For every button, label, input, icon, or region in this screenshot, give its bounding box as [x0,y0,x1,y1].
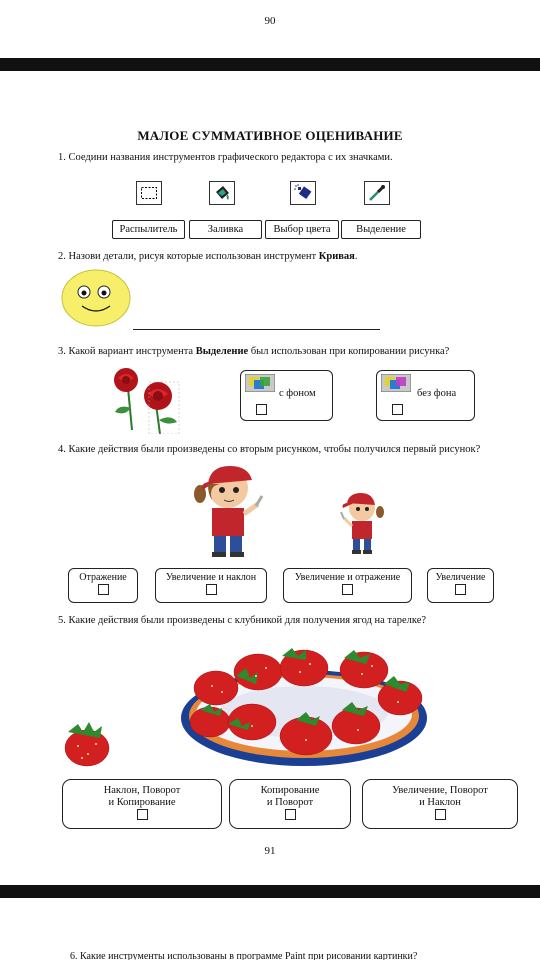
checkbox-without-background[interactable] [392,404,403,415]
checkbox-with-background[interactable] [256,404,267,415]
checkbox-enlarge-tilt[interactable] [206,584,217,595]
option-enlarge-tilt-label: Увеличение и наклон [165,572,257,583]
option-reflection[interactable] [68,568,138,603]
airbrush-icon [290,181,316,205]
page-separator-bottom [0,885,540,898]
option-enlarge-rotate-tilt-line2: и Наклон [419,797,461,808]
question-2-text: 2. Назови детали, рисуя которые использован инструмент Кривая. [58,251,358,262]
top-page-number: 90 [264,15,276,27]
smiley-image [60,268,132,333]
roses-image [104,364,188,439]
girl-large-image [192,460,274,563]
option-copy-rotate[interactable] [229,779,351,829]
selection-transparent-icon [381,374,411,392]
option-with-background-label: с фоном [279,388,316,399]
label-selection: Выделение [341,220,421,239]
option-enlarge-rotate-tilt-line1: Увеличение, Поворот [392,785,488,796]
checkbox-tilt-rotate-copy[interactable] [137,809,148,820]
selection-icon [136,181,162,205]
option-without-background[interactable] [376,370,475,421]
page-separator-top [0,58,540,71]
checkbox-enlarge-rotate-tilt[interactable] [435,809,446,820]
option-with-background[interactable] [240,370,333,421]
question-4-text: 4. Какие действия были произведены со вторым рисунком, чтобы получился первый рисунок? [58,444,481,455]
label-fill: Заливка [189,220,262,239]
selection-opaque-icon [245,374,275,392]
question-5-text: 5. Какие действия были произведены с клубникой для получения ягод на тарелке? [58,615,427,626]
bottom-page-number: 91 [264,845,276,857]
next-page-question-text: 6. Какие инструменты использованы в программе Paint при рисовании картинки? [70,951,418,960]
question-1-text: 1. Соедини названия инструментов графического редактора с их значками. [58,152,393,163]
label-color-picker: Выбор цвета [265,220,339,239]
option-enlarge-label: Увеличение [435,572,486,583]
option-tilt-rotate-copy-line2: и Копирование [108,797,176,808]
option-enlarge-reflection[interactable] [283,568,412,603]
eyedropper-icon [364,181,390,205]
option-copy-rotate-line2: и Поворот [266,797,314,808]
option-enlarge-rotate-tilt[interactable] [362,779,518,829]
label-airbrush: Распылитель [112,220,185,239]
answer-line[interactable] [133,329,380,330]
option-enlarge-reflection-label: Увеличение и отражение [294,572,401,583]
option-enlarge[interactable] [427,568,494,603]
question-3-text: 3. Какой вариант инструмента Выделение был использован при копировании рисунка? [58,346,450,357]
fill-bucket-icon [209,181,235,205]
checkbox-enlarge[interactable] [455,584,466,595]
option-copy-rotate-line1: Копирование [260,785,320,796]
option-without-background-label: без фона [417,388,457,399]
strawberry-plate-image [176,636,432,775]
option-enlarge-tilt[interactable] [155,568,267,603]
checkbox-reflection[interactable] [98,584,109,595]
girl-small-image [336,488,386,561]
single-strawberry-image [60,716,112,773]
page-title: МАЛОЕ СУММАТИВНОЕ ОЦЕНИВАНИЕ [137,128,403,143]
option-reflection-label: Отражение [79,572,127,583]
option-tilt-rotate-copy-line1: Наклон, Поворот [103,785,181,796]
option-tilt-rotate-copy[interactable] [62,779,222,829]
checkbox-copy-rotate[interactable] [285,809,296,820]
checkbox-enlarge-reflection[interactable] [342,584,353,595]
